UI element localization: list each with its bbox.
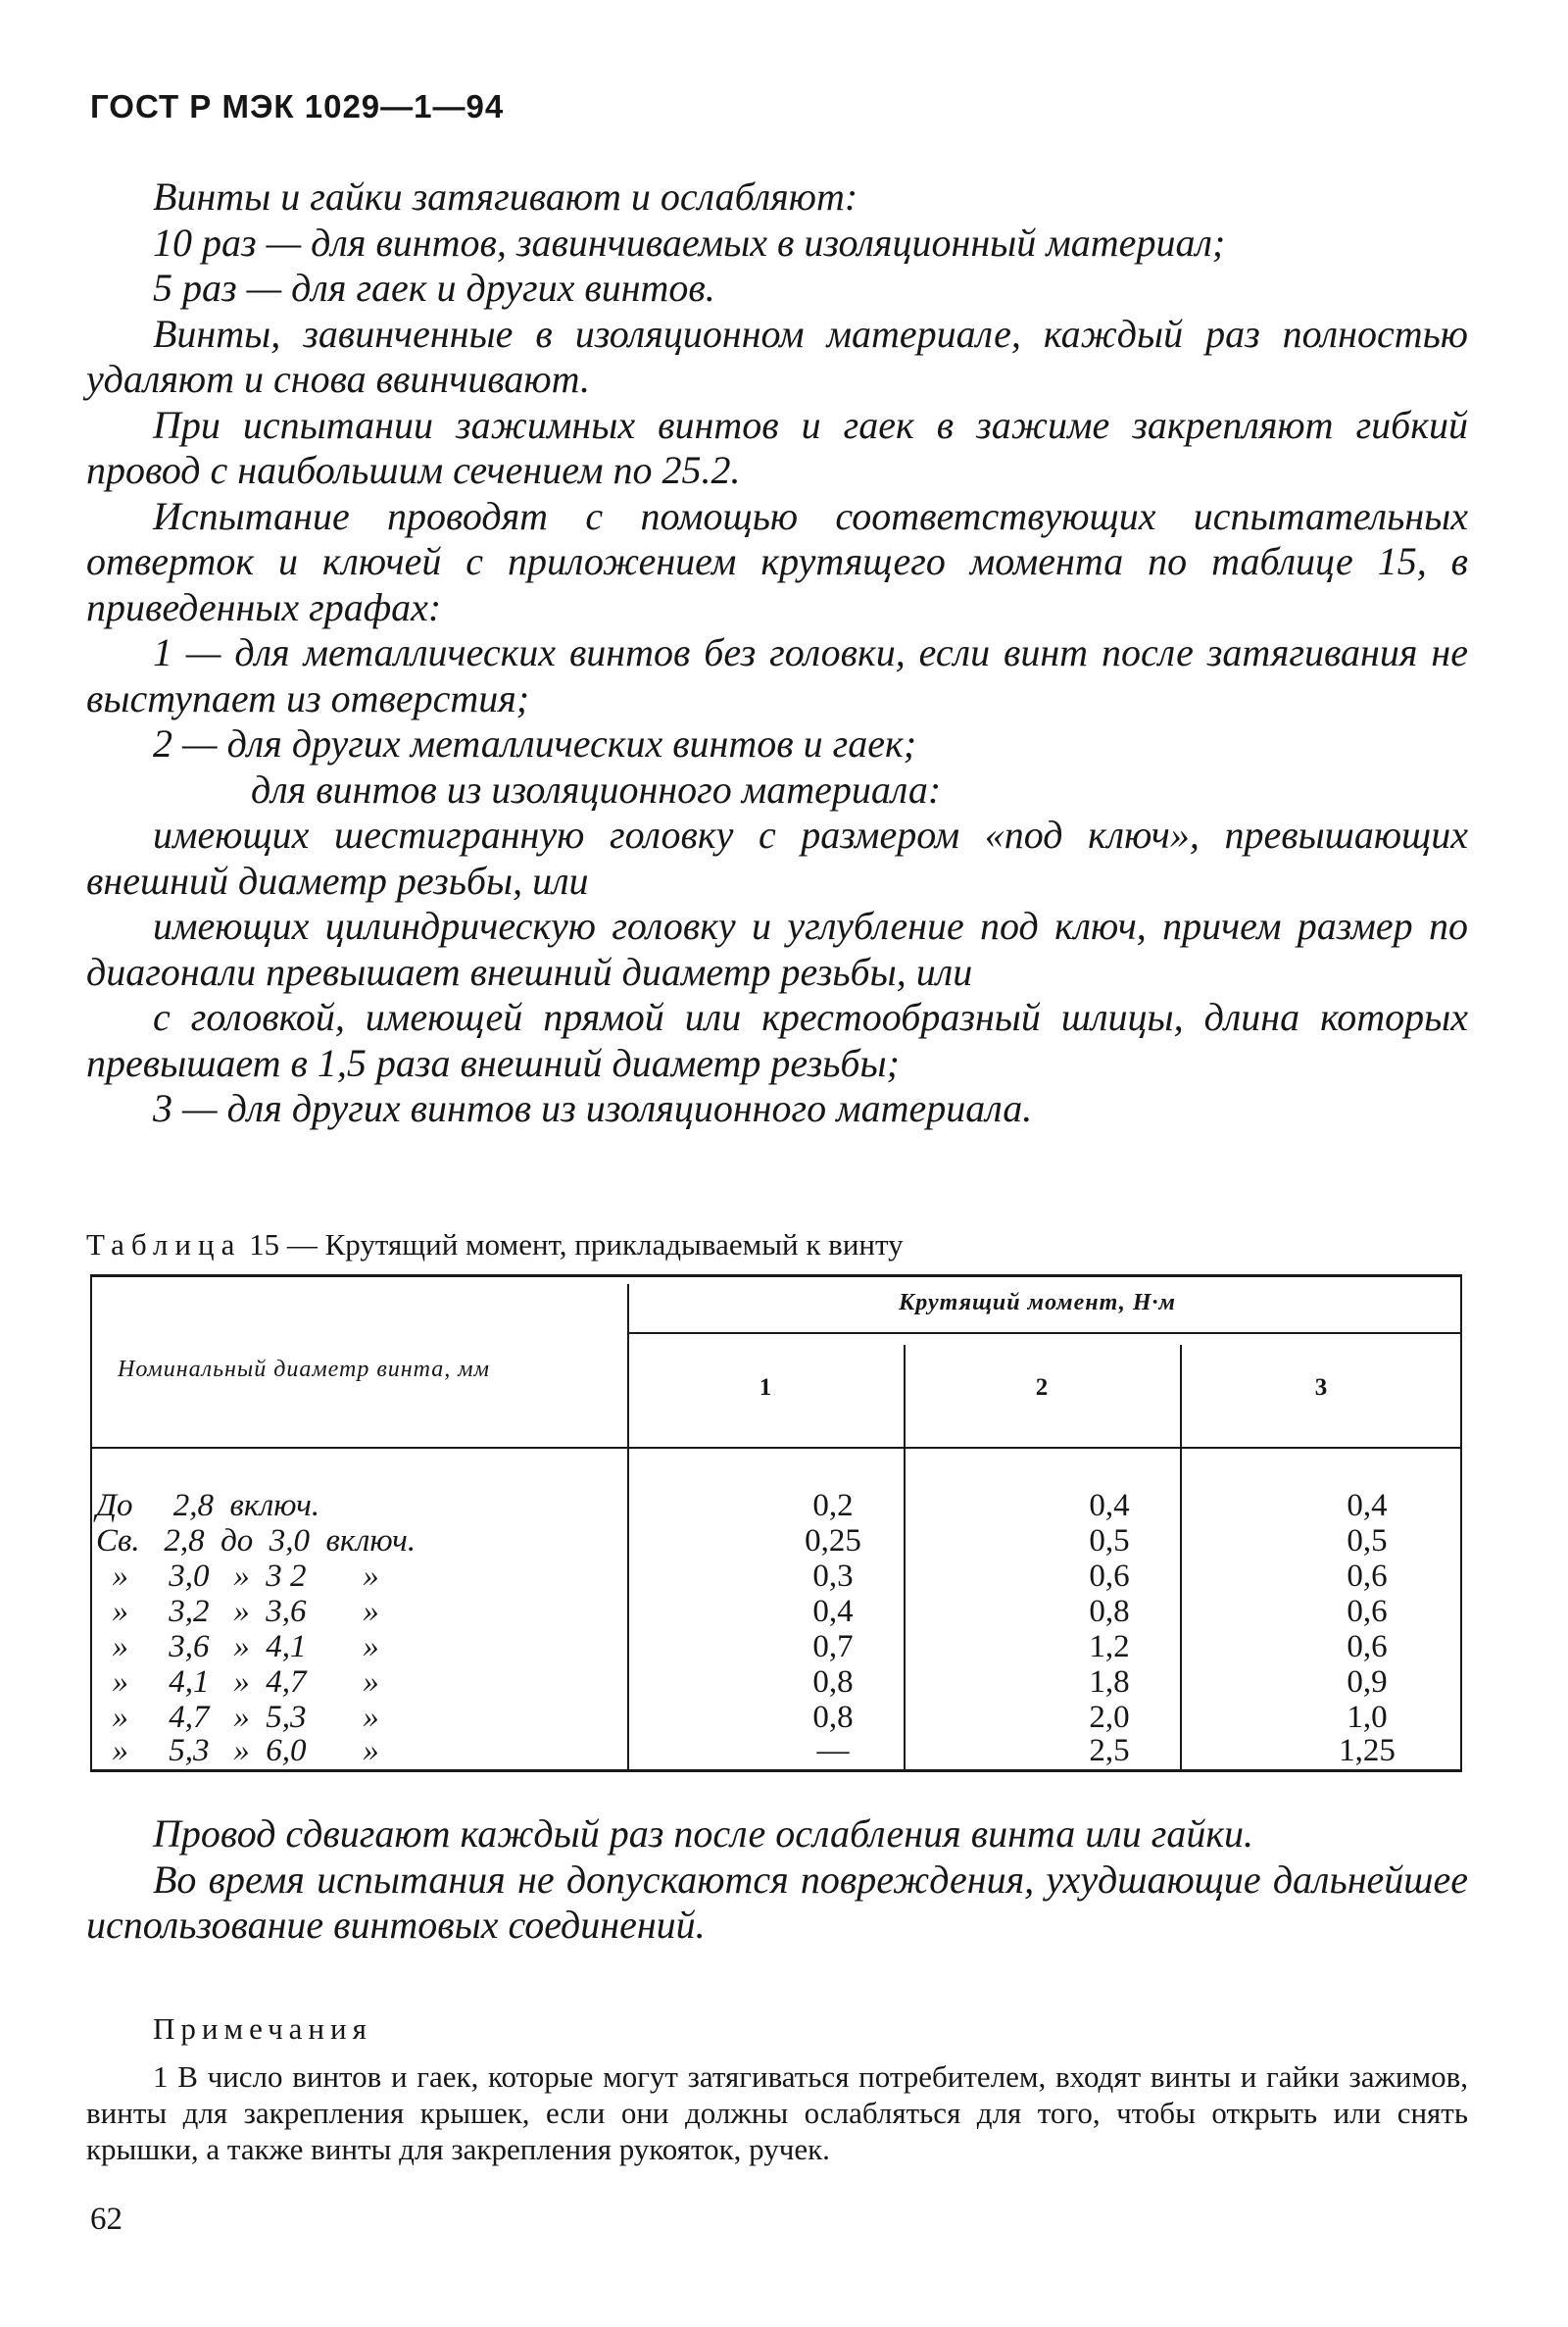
notes-title: Примечания bbox=[153, 2011, 372, 2046]
document-header: ГОСТ Р МЭК 1029—1—94 bbox=[90, 88, 505, 124]
after-table-text bbox=[86, 1811, 1468, 1949]
diameter-cell: » 5,3 » 6,0 » bbox=[96, 1733, 379, 1768]
body-text bbox=[86, 174, 1468, 1132]
torque-3-cell: 0,9 bbox=[1347, 1664, 1388, 1700]
page-number: 62 bbox=[90, 2202, 122, 2237]
torque-col-1-header: 1 bbox=[759, 1374, 772, 1401]
table-row bbox=[90, 1488, 1462, 1523]
diameter-cell: » 3,2 » 3,6 » bbox=[96, 1594, 379, 1629]
torque-1-cell: 0,25 bbox=[805, 1523, 861, 1559]
diameter-cell: » 3,0 » 3 2 » bbox=[96, 1559, 379, 1594]
paragraph: Во время испытания не допускаются повреждения, ухудшающие дальнейшее использование винтовых соединений. bbox=[86, 1857, 1468, 1947]
torque-table bbox=[90, 1274, 1462, 1772]
torque-2-cell: 0,5 bbox=[1089, 1523, 1130, 1559]
torque-3-cell: 0,6 bbox=[1347, 1594, 1388, 1629]
table-row bbox=[90, 1523, 1462, 1559]
paragraph: 10 раз — для винтов, завинчиваемых в изоляционный материал; bbox=[153, 220, 1226, 265]
diameter-cell: До 2,8 включ. bbox=[96, 1488, 320, 1523]
torque-2-cell: 1,8 bbox=[1089, 1664, 1130, 1700]
torque-1-cell: 0,2 bbox=[812, 1488, 854, 1523]
paragraph: 3 — для других винтов из изоляционного материала. bbox=[153, 1086, 1033, 1130]
torque-2-cell: 1,2 bbox=[1089, 1629, 1130, 1664]
torque-1-cell: 0,4 bbox=[812, 1594, 854, 1629]
torque-2-cell: 2,0 bbox=[1089, 1700, 1130, 1735]
torque-2-cell: 0,6 bbox=[1089, 1559, 1130, 1594]
torque-col-2-header: 2 bbox=[1035, 1374, 1049, 1401]
paragraph: При испытании зажимных винтов и гаек в зажиме закрепляют гибкий провод с наибольшим сечением по 25.2. bbox=[86, 402, 1468, 492]
table-row bbox=[90, 1594, 1462, 1629]
table-top-rule bbox=[90, 1274, 1462, 1277]
torque-1-cell: 0,7 bbox=[812, 1629, 854, 1664]
paragraph: имеющих цилиндрическую головку и углубление под ключ, причем размер по диагонали превышает внешний диаметр резьбы, или bbox=[86, 904, 1468, 994]
paragraph: 5 раз — для гаек и других винтов. bbox=[153, 266, 715, 310]
torque-2-cell: 0,4 bbox=[1089, 1488, 1130, 1523]
diameter-cell: » 4,1 » 4,7 » bbox=[96, 1664, 379, 1700]
torque-3-cell: 0,4 bbox=[1347, 1488, 1388, 1523]
torque-1-cell: 0,3 bbox=[812, 1559, 854, 1594]
torque-3-cell: 0,6 bbox=[1347, 1559, 1388, 1594]
diameter-cell: » 4,7 » 5,3 » bbox=[96, 1700, 379, 1735]
diameter-cell: Св. 2,8 до 3,0 включ. bbox=[96, 1523, 416, 1559]
table-row bbox=[90, 1629, 1462, 1664]
paragraph: имеющих шестигранную головку с размером «под ключ», превышающих внешний диаметр резьбы, или bbox=[86, 813, 1468, 903]
torque-3-cell: 1,25 bbox=[1339, 1733, 1396, 1768]
table-caption-prefix: Таблица bbox=[86, 1227, 242, 1262]
table-caption-text: 15 — Крутящий момент, прикладываемый к винту bbox=[241, 1227, 904, 1262]
table-subheader-rule bbox=[627, 1332, 1462, 1334]
table-row bbox=[90, 1700, 1462, 1735]
table-row bbox=[90, 1733, 1462, 1768]
torque-3-cell: 0,6 bbox=[1347, 1629, 1388, 1664]
torque-3-cell: 1,0 bbox=[1347, 1700, 1388, 1735]
paragraph: 1 — для металлических винтов без головки, если винт после затягивания не выступает из отверстия; bbox=[86, 630, 1468, 720]
paragraph: Винты, завинченные в изоляционном материале, каждый раз полностью удаляют и снова ввинчивают. bbox=[86, 311, 1468, 401]
torque-col-3-header: 3 bbox=[1314, 1374, 1328, 1401]
paragraph: Испытание проводят с помощью соответствующих испытательных отверток и ключей с приложением крутящего момента по таблице 15, в приведенных графах: bbox=[86, 493, 1468, 629]
torque-1-cell: 0,8 bbox=[812, 1700, 854, 1735]
torque-2-cell: 2,5 bbox=[1089, 1733, 1130, 1768]
note-1: 1 В число винтов и гаек, которые могут затягиваться потребителем, входят винты и гайки зажимов, винты для закрепления крышек, если они должны ослабляться для того, чтобы открыть или снять крышки, а также винты для закрепления рукояток, ручек. bbox=[86, 2059, 1468, 2166]
table-row bbox=[90, 1664, 1462, 1700]
table-bottom-rule bbox=[90, 1769, 1462, 1772]
torque-3-cell: 0,5 bbox=[1347, 1523, 1388, 1559]
paragraph: 2 — для других металлических винтов и гаек; bbox=[153, 721, 917, 766]
paragraph: Провод сдвигают каждый раз после ослабления винта или гайки. bbox=[153, 1811, 1254, 1856]
diameter-cell: » 3,6 » 4,1 » bbox=[96, 1629, 379, 1664]
torque-1-cell: 0,8 bbox=[812, 1664, 854, 1700]
torque-2-cell: 0,8 bbox=[1089, 1594, 1130, 1629]
torque-column-header: Крутящий момент, Н·м bbox=[899, 1290, 1176, 1315]
torque-1-cell: — bbox=[816, 1733, 850, 1768]
table-header-rule bbox=[90, 1447, 1462, 1449]
paragraph: с головкой, имеющей прямой или крестообразный шлицы, длина которых превышает в 1,5 раза внешний диаметр резьбы; bbox=[86, 995, 1468, 1085]
diameter-column-header: Номинальный диаметр винта, мм bbox=[118, 1357, 490, 1382]
paragraph: для винтов из изоляционного материала: bbox=[251, 767, 942, 812]
table-caption bbox=[86, 1227, 904, 1263]
table-row bbox=[90, 1559, 1462, 1594]
paragraph: Винты и гайки затягивают и ослабляют: bbox=[153, 174, 858, 219]
